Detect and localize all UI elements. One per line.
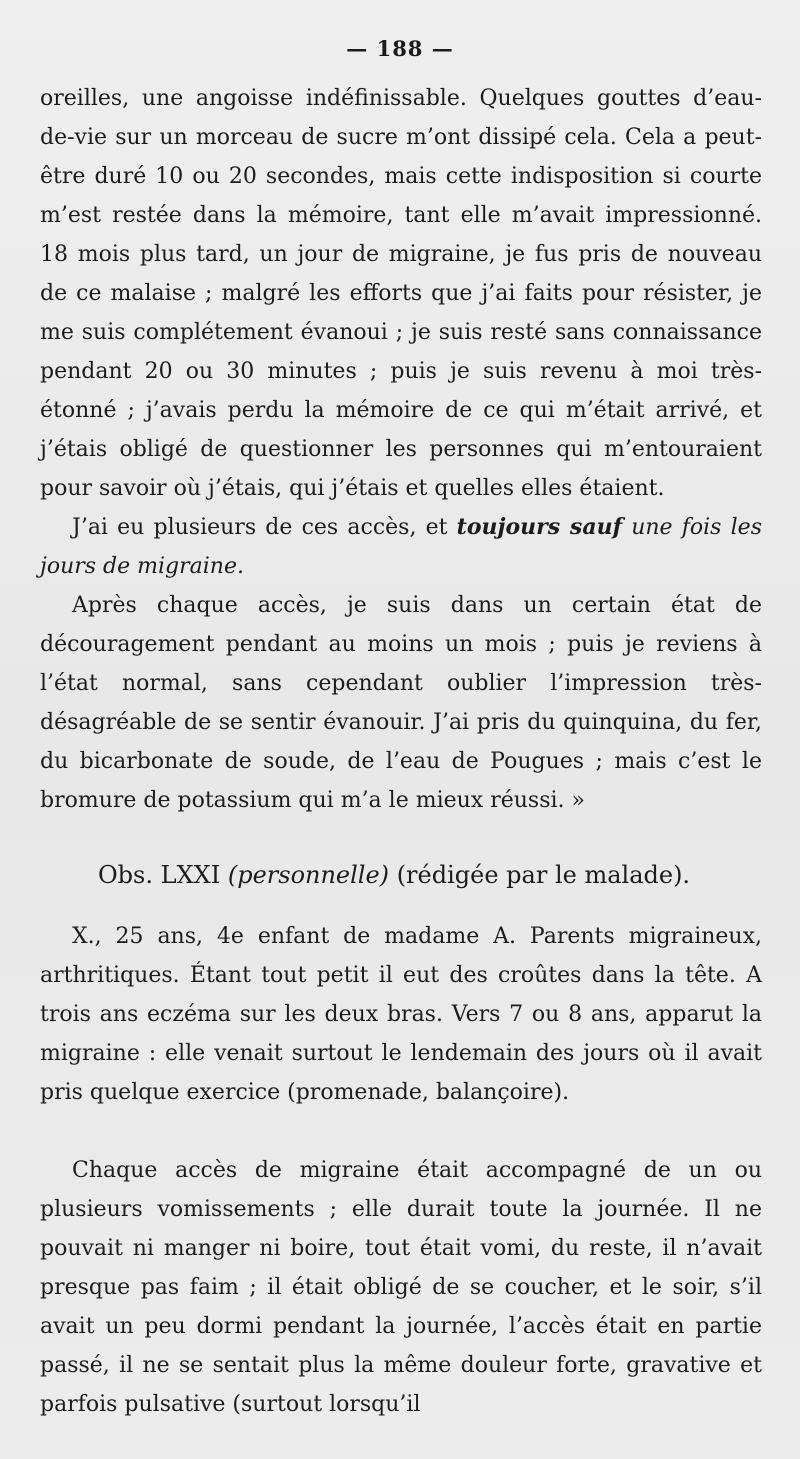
paragraph-2 — [40, 508, 762, 586]
paragraph-3 — [40, 586, 762, 820]
observation-heading — [98, 855, 718, 895]
page-number: — 188 — — [346, 36, 454, 61]
paragraph-3-text: Après chaque accès, je suis dans un certain état de découragement pendant au moins un mois ; puis je reviens à l’état normal, sans cependant oublier l’impression très-désagréable de se sentir évanouir. J’ai pris du quinquina, du fer, du bicarbonate de soude, de l’eau de Pougues ; mais c’est le bromure de potassium qui m’a le mieux réussi. » — [40, 593, 762, 813]
observation-label: Obs. LXXI — [98, 861, 221, 889]
paragraph-4 — [40, 917, 762, 1112]
paragraph-2-emphasis-bold: toujours sauf — [456, 514, 623, 540]
paragraph-2-emphasis: une fois les jours de migraine. — [40, 515, 762, 579]
paragraph-5-text: Chaque accès de migraine était accompagné de un ou plusieurs vomissements ; elle durait toute la journée. Il ne pouvait ni manger ni boire, tout était vomi, du reste, il n’avait presque pas faim ; il était obligé de se coucher, et le soir, s’il avait un peu dormi pendant la journée, l’accès était en partie passé, il ne se sentait plus la même douleur forte, gravative et parfois pulsative (surtout lorsqu’il — [40, 1158, 762, 1417]
paragraph-4-text: X., 25 ans, 4e enfant de madame A. Parents migraineux, arthritiques. Étant tout petit il eut des croûtes dans la tête. A trois ans eczéma sur les deux bras. Vers 7 ou 8 ans, apparut la migraine : elle venait surtout le lendemain des jours où il avait pris quelque exercice (promenade, balançoire). — [40, 924, 762, 1105]
paragraph-2-text: J’ai eu plusieurs de ces accès, et — [72, 515, 457, 540]
paragraph-continuation — [40, 79, 762, 508]
paragraph-1-text: oreilles, une angoisse indéfinissable. Quelques gouttes d’eau-de-vie sur un morceau de sucre m’ont dissipé cela. Cela a peut-être duré 10 ou 20 secondes, mais cette indisposition si courte m’est restée dans la mémoire, tant elle m’avait impressionné. 18 mois plus tard, un jour de migraine, je fus pris de nouveau de ce malaise ; malgré les efforts que j’ai faits pour résister, je me suis complétement évanoui ; je suis resté sans connaissance pendant 20 ou 30 minutes ; puis je suis revenu à moi très-étonné ; j’avais perdu la mémoire de ce qui m’était arrivé, et j’étais obligé de questionner les personnes qui m’entouraient pour savoir où j’étais, qui j’étais et quelles elles étaient. — [40, 86, 762, 501]
observation-qualifier: (personnelle) — [227, 861, 390, 889]
observation-note: (rédigée par le malade). — [396, 861, 691, 889]
paragraph-5 — [40, 1151, 762, 1424]
